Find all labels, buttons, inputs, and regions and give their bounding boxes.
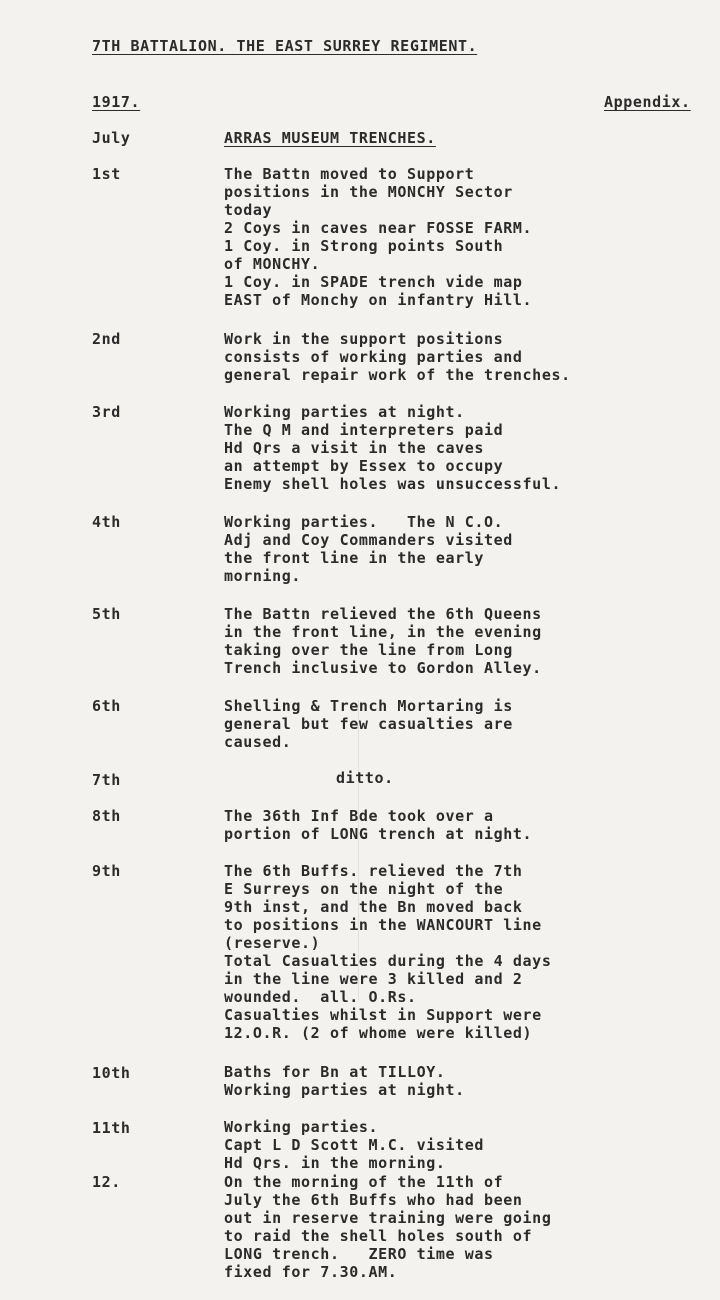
entry-line: July the 6th Buffs who had been xyxy=(224,1191,523,1209)
entry-line: Baths for Bn at TILLOY. xyxy=(224,1063,446,1081)
entry-line: to raid the shell holes south of xyxy=(224,1227,533,1245)
entry-line: Trench inclusive to Gordon Alley. xyxy=(224,659,542,677)
entry-date: 2nd xyxy=(92,330,121,348)
entry-date: 7th xyxy=(92,771,121,789)
entry-line: Work in the support positions xyxy=(224,330,504,348)
entry-line: 1 Coy. in SPADE trench vide map xyxy=(224,273,523,291)
entry-line: portion of LONG trench at night. xyxy=(224,825,533,843)
year-heading: 1917. xyxy=(92,93,141,111)
entry-line: The 6th Buffs. relieved the 7th xyxy=(224,862,523,880)
entry-line: The 36th Inf Bde took over a xyxy=(224,807,494,825)
entry-line: the front line in the early xyxy=(224,549,485,567)
entry-date: 8th xyxy=(92,807,121,825)
entry-date: 12. xyxy=(92,1173,121,1191)
entry-line: general repair work of the trenches. xyxy=(224,366,571,384)
entry-line: Working parties. The N C.O. xyxy=(224,513,504,531)
entry-line: 2 Coys in caves near FOSSE FARM. xyxy=(224,219,533,237)
entry-line: Casualties whilst in Support were xyxy=(224,1006,542,1024)
entry-line: fixed for 7.30.AM. xyxy=(224,1263,398,1281)
entry-text xyxy=(224,1173,714,1281)
entry-text xyxy=(336,769,720,787)
entry-text xyxy=(224,605,714,677)
entry-line: Working parties at night. xyxy=(224,1081,465,1099)
entry-line: Shelling & Trench Mortaring is xyxy=(224,697,513,715)
entry-line: EAST of Monchy on infantry Hill. xyxy=(224,291,533,309)
entry-line: ditto. xyxy=(336,769,394,787)
entry-text xyxy=(224,697,714,751)
entry-line: in the front line, in the evening xyxy=(224,623,542,641)
entry-line: an attempt by Essex to occupy xyxy=(224,457,504,475)
document-title: 7TH BATTALION. THE EAST SURREY REGIMENT. xyxy=(92,37,478,55)
entry-text xyxy=(224,1118,714,1172)
entry-date: 6th xyxy=(92,697,121,715)
entry-text xyxy=(224,807,714,843)
entry-line: caused. xyxy=(224,733,292,751)
month-label: July xyxy=(92,129,131,147)
entry-line: Working parties at night. xyxy=(224,403,465,421)
entry-line: Adj and Coy Commanders visited xyxy=(224,531,513,549)
entry-line: Working parties. xyxy=(224,1118,379,1136)
entry-line: consists of working parties and xyxy=(224,348,523,366)
entry-date: 3rd xyxy=(92,403,121,421)
entry-text xyxy=(224,403,714,493)
entry-line: wounded. all. O.Rs. xyxy=(224,988,417,1006)
entry-line: today xyxy=(224,201,273,219)
entry-line: Total Casualties during the 4 days xyxy=(224,952,552,970)
entry-line: positions in the MONCHY Sector xyxy=(224,183,513,201)
entry-line: morning. xyxy=(224,567,302,585)
entry-line: out in reserve training were going xyxy=(224,1209,552,1227)
entry-line: 9th inst, and the Bn moved back xyxy=(224,898,523,916)
appendix-label: Appendix. xyxy=(604,93,691,111)
entry-text xyxy=(224,1063,714,1099)
entry-text xyxy=(224,330,714,384)
entry-date: 1st xyxy=(92,165,121,183)
entry-line: Hd Qrs a visit in the caves xyxy=(224,439,485,457)
entry-line: general but few casualties are xyxy=(224,715,513,733)
entry-line: 12.O.R. (2 of whome were killed) xyxy=(224,1024,533,1042)
entry-line: to positions in the WANCOURT line xyxy=(224,916,542,934)
entry-line: Capt L D Scott M.C. visited xyxy=(224,1136,485,1154)
entry-text xyxy=(224,165,714,309)
entry-text xyxy=(224,862,714,1042)
entry-line: LONG trench. ZERO time was xyxy=(224,1245,494,1263)
entry-line: Hd Qrs. in the morning. xyxy=(224,1154,446,1172)
location-heading: ARRAS MUSEUM TRENCHES. xyxy=(224,129,436,147)
entry-date: 11th xyxy=(92,1119,131,1137)
entry-line: 1 Coy. in Strong points South xyxy=(224,237,504,255)
entry-date: 4th xyxy=(92,513,121,531)
entry-line: taking over the line from Long xyxy=(224,641,513,659)
entry-line: The Q M and interpreters paid xyxy=(224,421,504,439)
entry-line: in the line were 3 killed and 2 xyxy=(224,970,523,988)
entry-date: 5th xyxy=(92,605,121,623)
entry-line: E Surreys on the night of the xyxy=(224,880,504,898)
entry-text xyxy=(224,513,714,585)
entry-line: of MONCHY. xyxy=(224,255,321,273)
entry-line: Enemy shell holes was unsuccessful. xyxy=(224,475,562,493)
entry-date: 9th xyxy=(92,862,121,880)
entry-line: The Battn relieved the 6th Queens xyxy=(224,605,542,623)
entry-date: 10th xyxy=(92,1064,131,1082)
entry-line: The Battn moved to Support xyxy=(224,165,475,183)
entry-line: On the morning of the 11th of xyxy=(224,1173,504,1191)
entry-line: (reserve.) xyxy=(224,934,321,952)
